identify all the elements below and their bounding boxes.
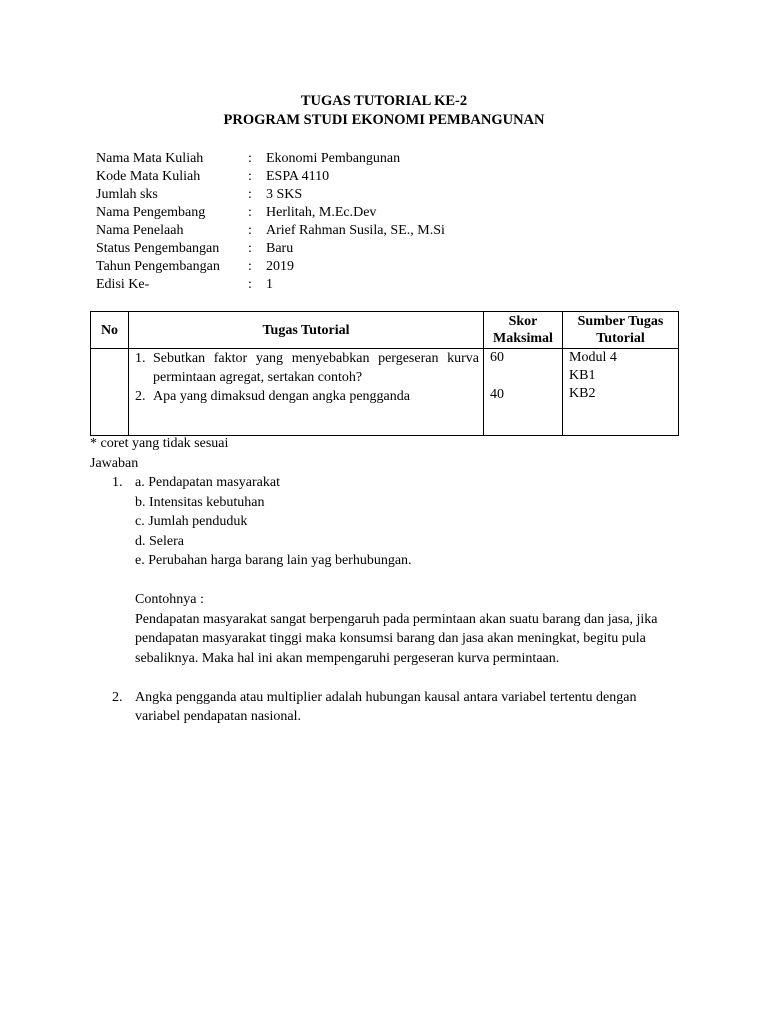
sumber-value: KB2 (569, 386, 596, 401)
info-value: 1 (266, 277, 273, 292)
question-number: 1. (135, 351, 146, 366)
info-value: 3 SKS (266, 187, 303, 202)
info-label: Kode Mata Kuliah (96, 169, 201, 184)
table-header-row (91, 312, 679, 349)
info-separator: : (248, 187, 252, 202)
answer-item: d. Selera (135, 533, 184, 549)
answer-item: b. Intensitas kebutuhan (135, 494, 265, 510)
info-label: Status Pengembangan (96, 241, 220, 256)
answer-item: c. Jumlah penduduk (135, 514, 248, 529)
jawaban-heading: Jawaban (90, 456, 139, 471)
document-title: TUGAS TUTORIAL KE-2 (300, 93, 468, 109)
spacer (135, 571, 682, 591)
header-tugas-tutorial: Tugas Tutorial (129, 312, 484, 349)
info-value: Herlitah, M.Ec.Dev (266, 205, 377, 220)
contoh-text: Pendapatan masyarakat sangat berpengaruh pada permintaan akan suatu barang dan jasa, jika pendapatan masyarakat tinggi maka konsumsi barang dan jasa akan meningkat, begitu pula sebaliknya. Maka hal ini akan mempengaruhi pergeseran kurva permintaan. (135, 611, 658, 666)
info-label: Tahun Pengembangan (96, 259, 220, 274)
info-label: Edisi Ke- (96, 277, 150, 292)
info-value: ESPA 4110 (266, 169, 330, 184)
sumber-value: KB1 (569, 368, 596, 383)
info-value: Baru (266, 241, 294, 256)
skor-cell (484, 349, 563, 436)
spacer (112, 668, 682, 688)
skor-value: 60 (490, 350, 504, 365)
tasks-table (90, 311, 679, 436)
question-item (135, 349, 479, 387)
table-row (91, 349, 679, 436)
question-item (135, 387, 479, 406)
answer-2 (112, 688, 682, 727)
info-separator: : (248, 277, 252, 292)
spacer (490, 367, 562, 386)
info-value: 2019 (266, 259, 294, 274)
question-number: 2. (135, 389, 146, 404)
info-separator: : (248, 205, 252, 220)
question-text: Apa yang dimaksud dengan angka pengganda (153, 389, 410, 404)
answer-number: 1. (112, 475, 123, 490)
answer-item: a. Pendapatan masyarakat (135, 475, 280, 490)
info-label: Nama Pengembang (96, 205, 206, 220)
answers (112, 473, 682, 727)
contoh-label: Contohnya : (135, 592, 204, 607)
document-subtitle: PROGRAM STUDI EKONOMI PEMBANGUNAN (223, 112, 545, 128)
sumber-cell (563, 349, 679, 436)
sumber-value: Modul 4 (569, 350, 617, 365)
tugas-cell (129, 349, 484, 436)
info-separator: : (248, 151, 252, 166)
info-label: Nama Mata Kuliah (96, 151, 204, 166)
header-skor-maksimal: Skor Maksimal (484, 312, 563, 349)
info-value: Arief Rahman Susila, SE., M.Si (266, 223, 445, 238)
question-text: Sebutkan faktor yang menyebabkan pergeseran kurva permintaan agregat, sertakan contoh? (153, 351, 479, 385)
info-separator: : (248, 241, 252, 256)
info-label: Jumlah sks (96, 187, 158, 202)
info-separator: : (248, 259, 252, 274)
question-list (129, 349, 483, 406)
header-no: No (91, 312, 129, 349)
answer-text: Angka pengganda atau multiplier adalah hubungan kausal antara variabel tertentu dengan variabel pendapatan nasional. (135, 689, 637, 724)
info-value: Ekonomi Pembangunan (266, 151, 401, 166)
skor-value: 40 (490, 387, 504, 402)
answer-number: 2. (112, 689, 123, 705)
info-label: Nama Penelaah (96, 223, 184, 238)
header-sumber-tugas: Sumber Tugas Tutorial (563, 312, 679, 349)
no-cell (91, 349, 129, 436)
answer-1 (112, 473, 682, 668)
answer-item: e. Perubahan harga barang lain yag berhubungan. (135, 553, 412, 568)
footnote: * coret yang tidak sesuai (90, 436, 229, 451)
info-separator: : (248, 223, 252, 238)
info-separator: : (248, 169, 252, 184)
